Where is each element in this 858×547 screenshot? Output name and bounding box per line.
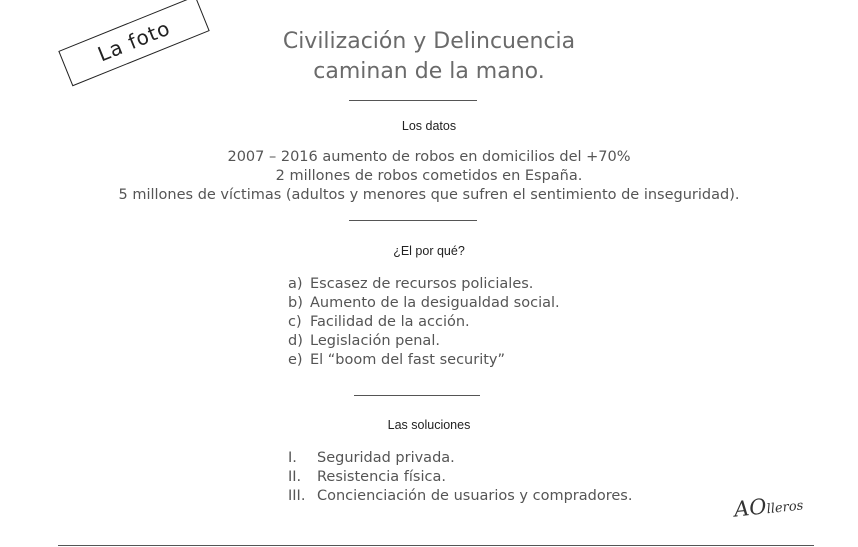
list-marker: III. xyxy=(288,488,306,504)
list-marker: b) xyxy=(288,295,303,311)
section-heading-data: Los datos xyxy=(401,119,457,133)
list-marker: a) xyxy=(288,276,303,292)
author-signature xyxy=(733,490,804,521)
list-marker: e) xyxy=(288,352,303,368)
section-heading-why: ¿El por qué? xyxy=(393,244,465,258)
list-item xyxy=(288,294,560,313)
divider-3 xyxy=(354,395,480,396)
solutions-list xyxy=(288,449,632,506)
signature-rest: lleros xyxy=(765,498,805,518)
list-item xyxy=(288,449,632,468)
fact-line: 5 millones de víctimas (adultos y menores que sufren el sentimiento de inseguridad). xyxy=(118,187,740,203)
list-item xyxy=(288,351,560,370)
list-item xyxy=(288,275,560,294)
list-text: Escasez de recursos policiales. xyxy=(310,276,534,292)
bottom-divider xyxy=(58,545,814,546)
list-text: Seguridad privada. xyxy=(317,450,455,466)
list-text: Concienciación de usuarios y compradores. xyxy=(317,488,633,504)
signature-initial: AO xyxy=(732,494,768,522)
facts-block xyxy=(0,148,858,205)
list-marker: d) xyxy=(288,333,303,349)
list-text: Legislación penal. xyxy=(310,333,440,349)
divider-2 xyxy=(349,220,477,221)
divider-1 xyxy=(349,100,477,101)
list-text: Facilidad de la acción. xyxy=(310,314,470,330)
list-item xyxy=(288,313,560,332)
list-item xyxy=(288,487,632,506)
list-item xyxy=(288,468,632,487)
stamp-label: La foto xyxy=(94,15,174,67)
fact-line: 2 millones de robos cometidos en España. xyxy=(275,168,583,184)
title-line-2: caminan de la mano. xyxy=(313,59,545,84)
list-text: Aumento de la desigualdad social. xyxy=(310,295,560,311)
list-text: Resistencia física. xyxy=(317,469,446,485)
list-marker: c) xyxy=(288,314,302,330)
list-item xyxy=(288,332,560,351)
list-text: El “boom del fast security” xyxy=(310,352,505,368)
page-title xyxy=(0,27,858,87)
section-heading-solutions: Las soluciones xyxy=(387,418,471,432)
reasons-list xyxy=(288,275,560,370)
list-marker: I. xyxy=(288,450,297,466)
fact-line: 2007 – 2016 aumento de robos en domicilios del +70% xyxy=(227,149,631,165)
list-marker: II. xyxy=(288,469,302,485)
title-line-1: Civilización y Delincuencia xyxy=(282,29,576,54)
